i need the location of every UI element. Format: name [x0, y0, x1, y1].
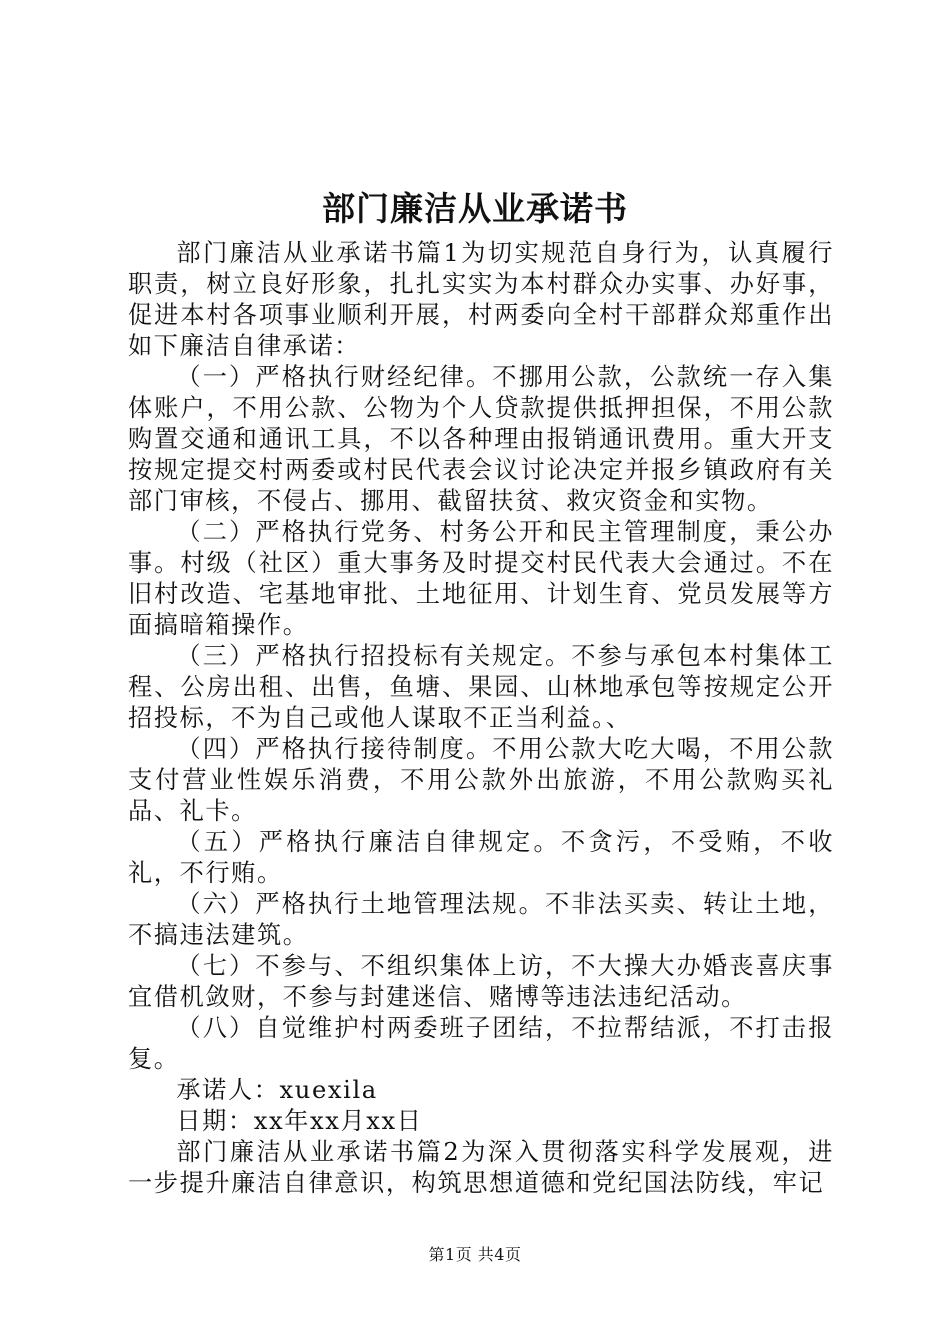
- page-number-footer: 第1页 共4页: [428, 1245, 522, 1264]
- signatory-line: 承诺人：xuexila: [176, 1076, 378, 1104]
- document-body: [128, 238, 834, 1199]
- paragraph-item-2: （二）严格执行党务、村务公开和民主管理制度，秉公办事。村级（社区）重大事务及时提交村民代表大会通过。不在旧村改造、宅基地审批、土地征用、计划生育、党员发展等方面搞暗箱操作。: [128, 518, 834, 639]
- paragraph-item-3: （三）严格执行招投标有关规定。不参与承包本村集体工程、公房出租、出售，鱼塘、果园、山林地承包等按规定公开招投标，不为自己或他人谋取不正当利益。、: [128, 642, 834, 732]
- paragraph-item-1: （一）严格执行财经纪律。不挪用公款，公款统一存入集体账户，不用公款、公物为个人贷款提供抵押担保，不用公款购置交通和通讯工具，不以各种理由报销通讯费用。重大开支按规定提交村两委或村民代表会议讨论决定并报乡镇政府有关部门审核，不侵占、挪用、截留扶贫、救灾资金和实物。: [128, 363, 834, 515]
- paragraph-intro: 部门廉洁从业承诺书篇1为切实规范自身行为，认真履行职责，树立良好形象，扎扎实实为本村群众办实事、办好事，促进本村各项事业顺利开展，村两委向全村干部群众郑重作出如下廉洁自律承诺：: [128, 239, 834, 360]
- paragraph-item-5: （五）严格执行廉洁自律规定。不贪污，不受贿，不收礼，不行贿。: [128, 828, 834, 887]
- document-title: 部门廉洁从业承诺书: [322, 189, 628, 228]
- paragraph-part-2: 部门廉洁从业承诺书篇2为深入贯彻落实科学发展观，进一步提升廉洁自律意识，构筑思想道德和党纪国法防线，牢记: [128, 1138, 834, 1197]
- paragraph-item-6: （六）严格执行土地管理法规。不非法买卖、转让土地，不搞违法建筑。: [128, 890, 834, 949]
- paragraph-item-7: （七）不参与、不组织集体上访，不大操大办婚丧喜庆事宜借机敛财，不参与封建迷信、赌博等违法违纪活动。: [128, 952, 834, 1011]
- paragraph-item-4: （四）严格执行接待制度。不用公款大吃大喝，不用公款支付营业性娱乐消费，不用公款外出旅游，不用公款购买礼品、礼卡。: [128, 735, 834, 825]
- date-line: 日期：xx年xx月xx日: [176, 1107, 423, 1135]
- paragraph-item-8: （八）自觉维护村两委班子团结，不拉帮结派，不打击报复。: [128, 1014, 834, 1073]
